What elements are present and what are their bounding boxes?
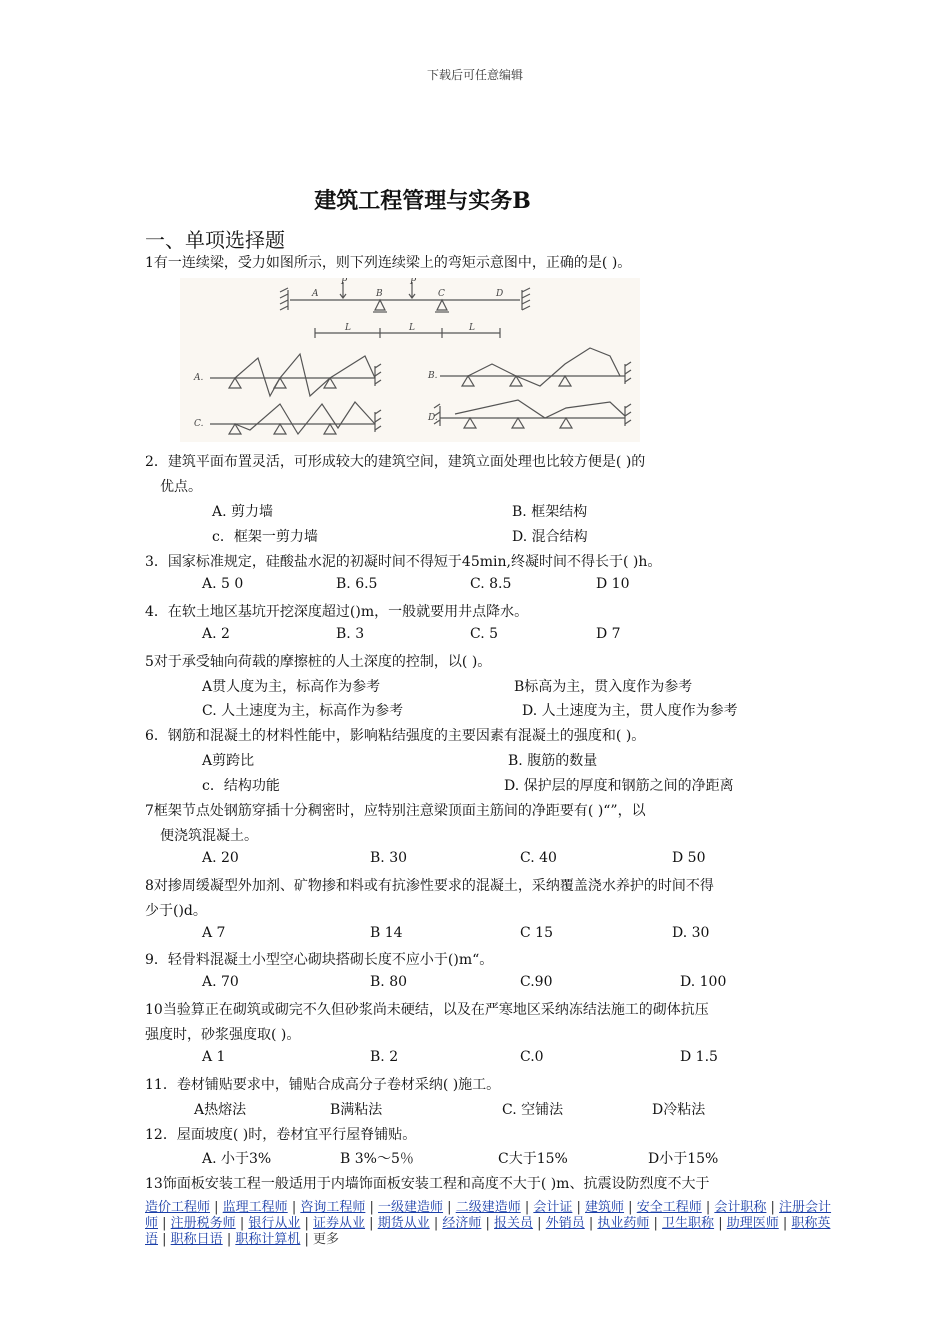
q11-option: B满粘法 xyxy=(330,1102,383,1118)
q9-option: C.90 xyxy=(520,974,553,990)
q3-option: A. 5 0 xyxy=(202,576,244,592)
q10-option: D 1.5 xyxy=(680,1049,718,1065)
question-9: 9．轻骨料混凝土小型空心砌块搭砌长度不应小于()m“。 xyxy=(145,952,494,968)
footer-link[interactable]: 经济师 xyxy=(442,1216,482,1231)
q5-option: D. 人土速度为主，贯人度作为参考 xyxy=(522,703,738,719)
q9-option: D. 100 xyxy=(680,974,727,990)
q2-option: D. 混合结构 xyxy=(512,529,588,545)
footer-link[interactable]: 安全工程师 xyxy=(636,1200,702,1215)
q12-option: A. 小于3% xyxy=(202,1151,272,1167)
q3-option: B. 6.5 xyxy=(336,576,378,592)
continuous-beam-diagram xyxy=(180,278,640,442)
question-7: 7框架节点处钢筋穿插十分稠密时，应特别注意梁顶面主筋间的净距要有( )“”，以 xyxy=(145,803,646,819)
q12-option: B 3%～5％ xyxy=(340,1151,414,1167)
question-7-cont: 便浇筑混凝土。 xyxy=(160,828,258,844)
q4-option: B. 3 xyxy=(336,626,365,642)
q5-option: A贯人度为主，标高作为参考 xyxy=(202,679,381,695)
page-header: 下载后可任意编辑 xyxy=(426,68,523,82)
q3-option: C. 8.5 xyxy=(470,576,512,592)
q10-option: A 1 xyxy=(202,1049,226,1065)
question-12: 12．屋面坡度( )时，卷材宜平行屋脊铺贴。 xyxy=(145,1127,417,1143)
footer-link[interactable]: 建筑师 xyxy=(585,1200,625,1215)
q4-option: C. 5 xyxy=(470,626,499,642)
q9-option: A. 70 xyxy=(202,974,239,990)
footer-link[interactable]: 会计证 xyxy=(533,1200,573,1215)
q6-option: D. 保护层的厚度和钢筋之间的净距离 xyxy=(504,778,734,794)
footer-link[interactable]: 外销员 xyxy=(545,1216,585,1231)
section-heading: 一、单项选择题 xyxy=(145,228,285,252)
q6-option: A剪跨比 xyxy=(202,753,255,769)
footer-link[interactable]: 执业药师 xyxy=(597,1216,650,1231)
span-label: L xyxy=(469,323,475,333)
q11-option: A热熔法 xyxy=(194,1102,247,1118)
question-8-cont: 少于()d。 xyxy=(145,903,207,919)
footer-link[interactable]: 职称计算机 xyxy=(235,1232,301,1247)
q4-option: D 7 xyxy=(596,626,621,642)
q6-option: B. 腹筋的数量 xyxy=(508,753,598,769)
q7-option: D 50 xyxy=(672,850,706,866)
more-link[interactable]: 更多 xyxy=(313,1232,340,1247)
option-label: C. xyxy=(194,419,204,429)
footer-link[interactable]: 银行从业 xyxy=(248,1216,301,1231)
footer-link[interactable]: 助理医师 xyxy=(726,1216,779,1231)
q12-option: C大于15% xyxy=(498,1151,568,1167)
footer-link[interactable]: 二级建造师 xyxy=(455,1200,521,1215)
footer-link[interactable]: 一级建造师 xyxy=(378,1200,444,1215)
q3-option: D 10 xyxy=(596,576,630,592)
q2-option: B. 框架结构 xyxy=(512,504,588,520)
footer-link[interactable]: 咨询工程师 xyxy=(300,1200,366,1215)
option-label: D. xyxy=(428,413,438,423)
span-label: L xyxy=(409,323,415,333)
q7-option: A. 20 xyxy=(202,850,239,866)
support-label: C xyxy=(438,289,445,299)
load-label: P xyxy=(341,278,348,287)
q12-option: D小于15% xyxy=(648,1151,719,1167)
q6-option: c．结构功能 xyxy=(202,778,280,794)
footer-link[interactable]: 注册税务师 xyxy=(170,1216,236,1231)
q11-option: C. 空铺法 xyxy=(502,1102,564,1118)
moment-diagram-figure xyxy=(180,278,640,442)
footer-link[interactable]: 注册会计师 xyxy=(145,1200,832,1231)
q10-option: C.0 xyxy=(520,1049,544,1065)
footer-link[interactable]: 职称英语 xyxy=(145,1216,831,1247)
option-label: A. xyxy=(194,373,204,383)
q7-option: B. 30 xyxy=(370,850,408,866)
support-label: D xyxy=(496,289,504,299)
footer-link[interactable]: 证券从业 xyxy=(313,1216,366,1231)
question-2-cont: 优点。 xyxy=(160,479,202,495)
question-13: 13饰面板安装工程一般适用于内墙饰面板安装工程和高度不大于( )m、抗震设防烈度不大于 xyxy=(145,1176,710,1192)
q5-option: B标高为主，贯入度作为参考 xyxy=(514,679,693,695)
footer-link[interactable]: 造价工程师 xyxy=(145,1200,211,1215)
question-4: 4．在软土地区基坑开挖深度超过()m，一般就要用井点降水。 xyxy=(145,604,529,620)
q10-option: B. 2 xyxy=(370,1049,399,1065)
question-3: 3．国家标准规定，硅酸盐水泥的初凝时间不得短于45min,终凝时间不得长于( )h。 xyxy=(145,554,662,570)
q2-option: c．框架一剪力墙 xyxy=(212,529,318,545)
footer-link[interactable]: 期货从业 xyxy=(377,1216,430,1231)
q8-option: B 14 xyxy=(370,925,403,941)
option-label: B. xyxy=(428,371,438,381)
question-8: 8对掺周缓凝型外加剂、矿物掺和料或有抗渗性要求的混凝土，采纳覆盖浇水养护的时间不得 xyxy=(145,878,714,894)
q7-option: C. 40 xyxy=(520,850,557,866)
document-title: 建筑工程管理与实务B xyxy=(314,188,531,214)
q4-option: A. 2 xyxy=(202,626,230,642)
footer-link[interactable]: 会计职称 xyxy=(714,1200,767,1215)
question-1: 1有一连续梁，受力如图所示，则下列连续梁上的弯矩示意图中，正确的是( )。 xyxy=(145,255,632,271)
q9-option: B. 80 xyxy=(370,974,408,990)
support-label: A xyxy=(312,289,319,299)
span-label: L xyxy=(345,323,351,333)
load-label: P xyxy=(410,278,417,287)
q8-option: D. 30 xyxy=(672,925,710,941)
footer-link[interactable]: 卫生职称 xyxy=(662,1216,715,1231)
support-label: B xyxy=(376,289,383,299)
q5-option: C. 人土速度为主，标高作为参考 xyxy=(202,703,404,719)
footer-link[interactable]: 报关员 xyxy=(494,1216,534,1231)
q2-option: A. 剪力墙 xyxy=(212,504,274,520)
q11-option: D冷粘法 xyxy=(652,1102,706,1118)
question-5: 5对于承受轴向荷载的摩擦桩的人土深度的控制，以( )。 xyxy=(145,654,492,670)
q8-option: A 7 xyxy=(202,925,226,941)
footer-link[interactable]: 职称日语 xyxy=(170,1232,223,1247)
question-6: 6．钢筋和混凝土的材料性能中，影响粘结强度的主要因素有混凝土的强度和( )。 xyxy=(145,728,646,744)
question-10: 10当验算正在砌筑或砌完不久但砂浆尚未硬结，以及在严寒地区采纳冻结法施工的砌体抗压 xyxy=(145,1002,709,1018)
footer-link-bar: 造价工程师 | 监理工程师 | 咨询工程师 | 一级建造师 | 二级建造师 | 会计证 | 建筑师 | 安全工程师 | 会计职称 | 注册会计师 | 注册税务师 | 银行从业 | 证券从业 | 期货从业 | 经济师 | 报关员 | 外销员 | 执业药师 | 卫生职称 | 助理医师 | 职称英语 | 职称日语 | 职称计算机 | 更多 xyxy=(145,1200,832,1247)
question-11: 11．卷材铺贴要求中，铺贴合成高分子卷材采纳( )施工。 xyxy=(145,1077,501,1093)
question-10-cont: 强度时，砂浆强度取( )。 xyxy=(145,1027,301,1043)
q8-option: C 15 xyxy=(520,925,553,941)
question-2: 2．建筑平面布置灵活，可形成较大的建筑空间，建筑立面处理也比较方便是( )的 xyxy=(145,454,646,470)
footer-link[interactable]: 监理工程师 xyxy=(222,1200,288,1215)
